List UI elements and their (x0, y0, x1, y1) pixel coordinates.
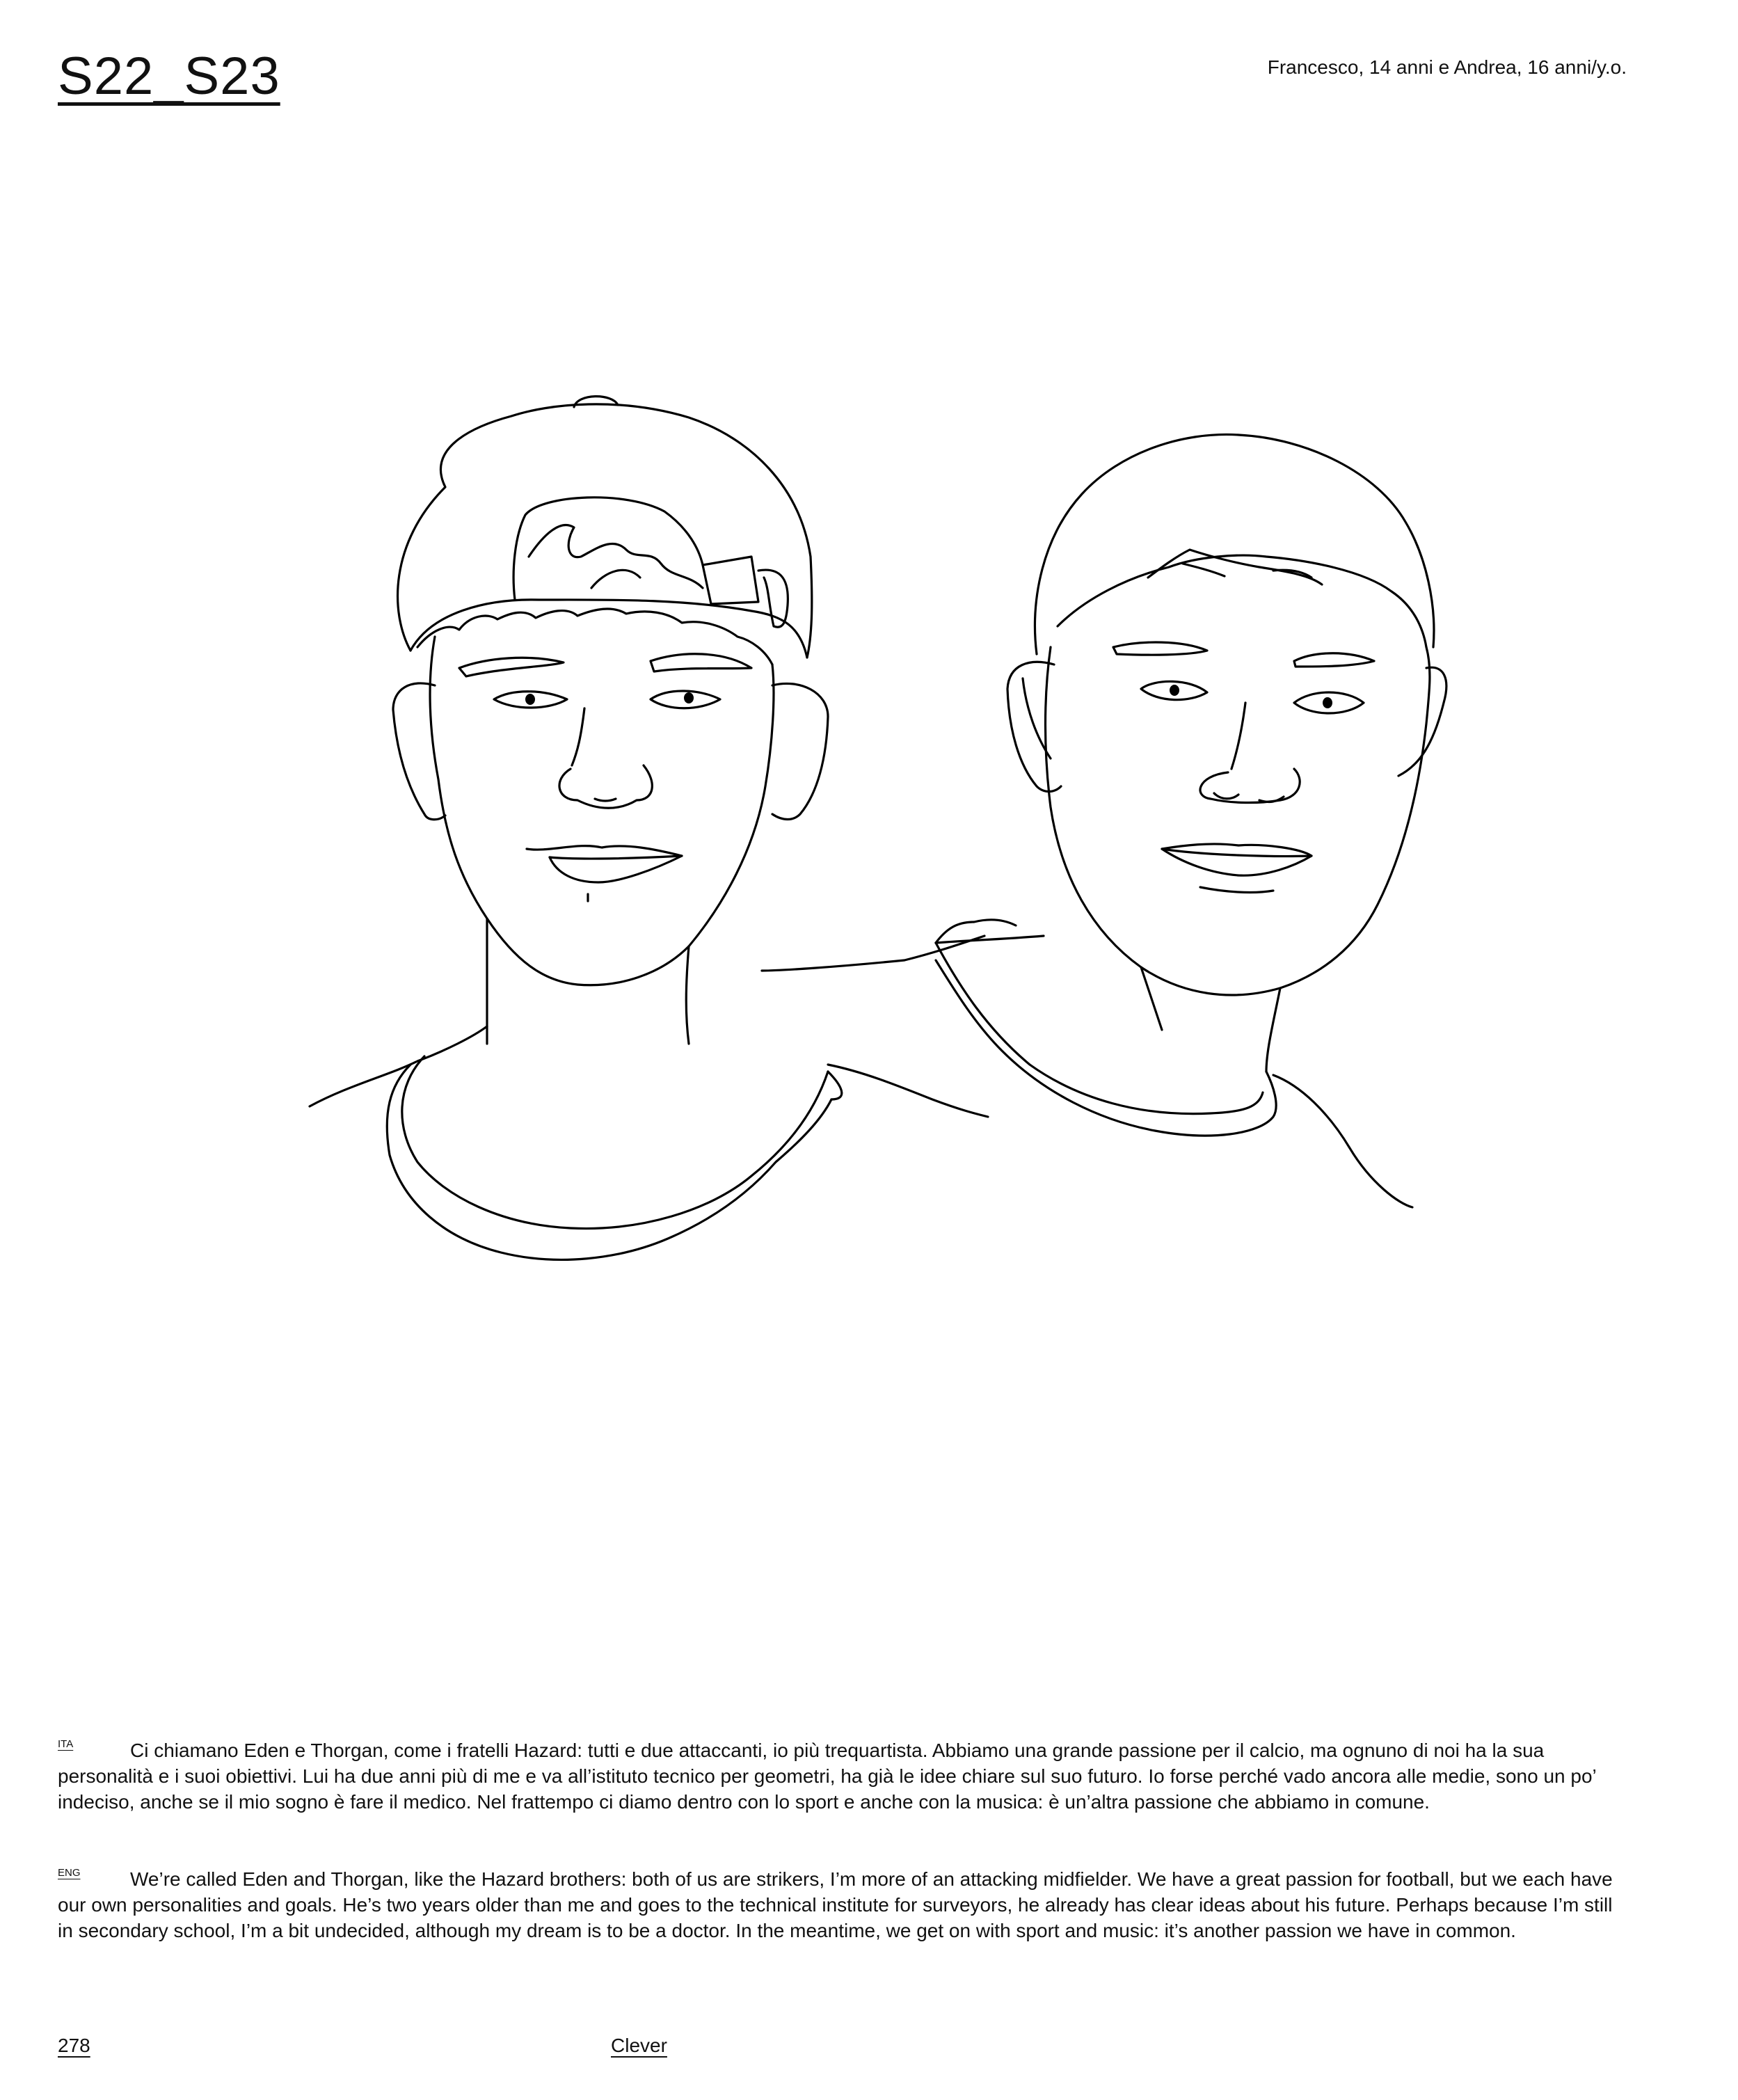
subjects-caption: Francesco, 14 anni e Andrea, 16 anni/y.o. (1267, 56, 1627, 78)
italian-paragraph: Ci chiamano Eden e Thorgan, come i fratelli Hazard: tutti e due attaccanti, io più trequartista. Abbiamo una grande passione per il calcio, ma ognuno di noi ha la sua personalità e i suoi obiettivi. Lui ha due anni più di me e va all’istituto tecnico per geometri, ha già le idee chiare sul suo futuro. Io forse perché vado ancora alle medie, sono un po’ indeciso, anche se il mio sogno è fare il medico. Nel frattempo ci diamo dentro con lo sport e anche con la musica: è un’altra passione che abbiamo in comune. (58, 1740, 1596, 1813)
italian-text-block (58, 1737, 1627, 1815)
language-tag-eng: ENG (58, 1867, 81, 1879)
page-number[interactable]: 278 (58, 2035, 90, 2056)
page-code-title: S22_S23 (58, 47, 280, 106)
left-boy-drawing (310, 397, 988, 1260)
section-name-link[interactable]: Clever (611, 2035, 667, 2056)
english-text-block (58, 1866, 1627, 1943)
language-tag-ita: ITA (58, 1738, 74, 1750)
english-paragraph: We’re called Eden and Thorgan, like the Hazard brothers: both of us are strikers, I’m more of an attacking midfielder. We have a great passion for football, but we each have our own personalities and goals. He’s two years older than me and goes to the technical institute for surveyors, he already has clear ideas about his future. Perhaps because I’m still in secondary school, I’m a bit undecided, although my dream is to be a doctor. In the meantime, we get on with sport and music: it’s another passion we have in common. (58, 1868, 1613, 1941)
right-boy-drawing (762, 434, 1446, 1207)
